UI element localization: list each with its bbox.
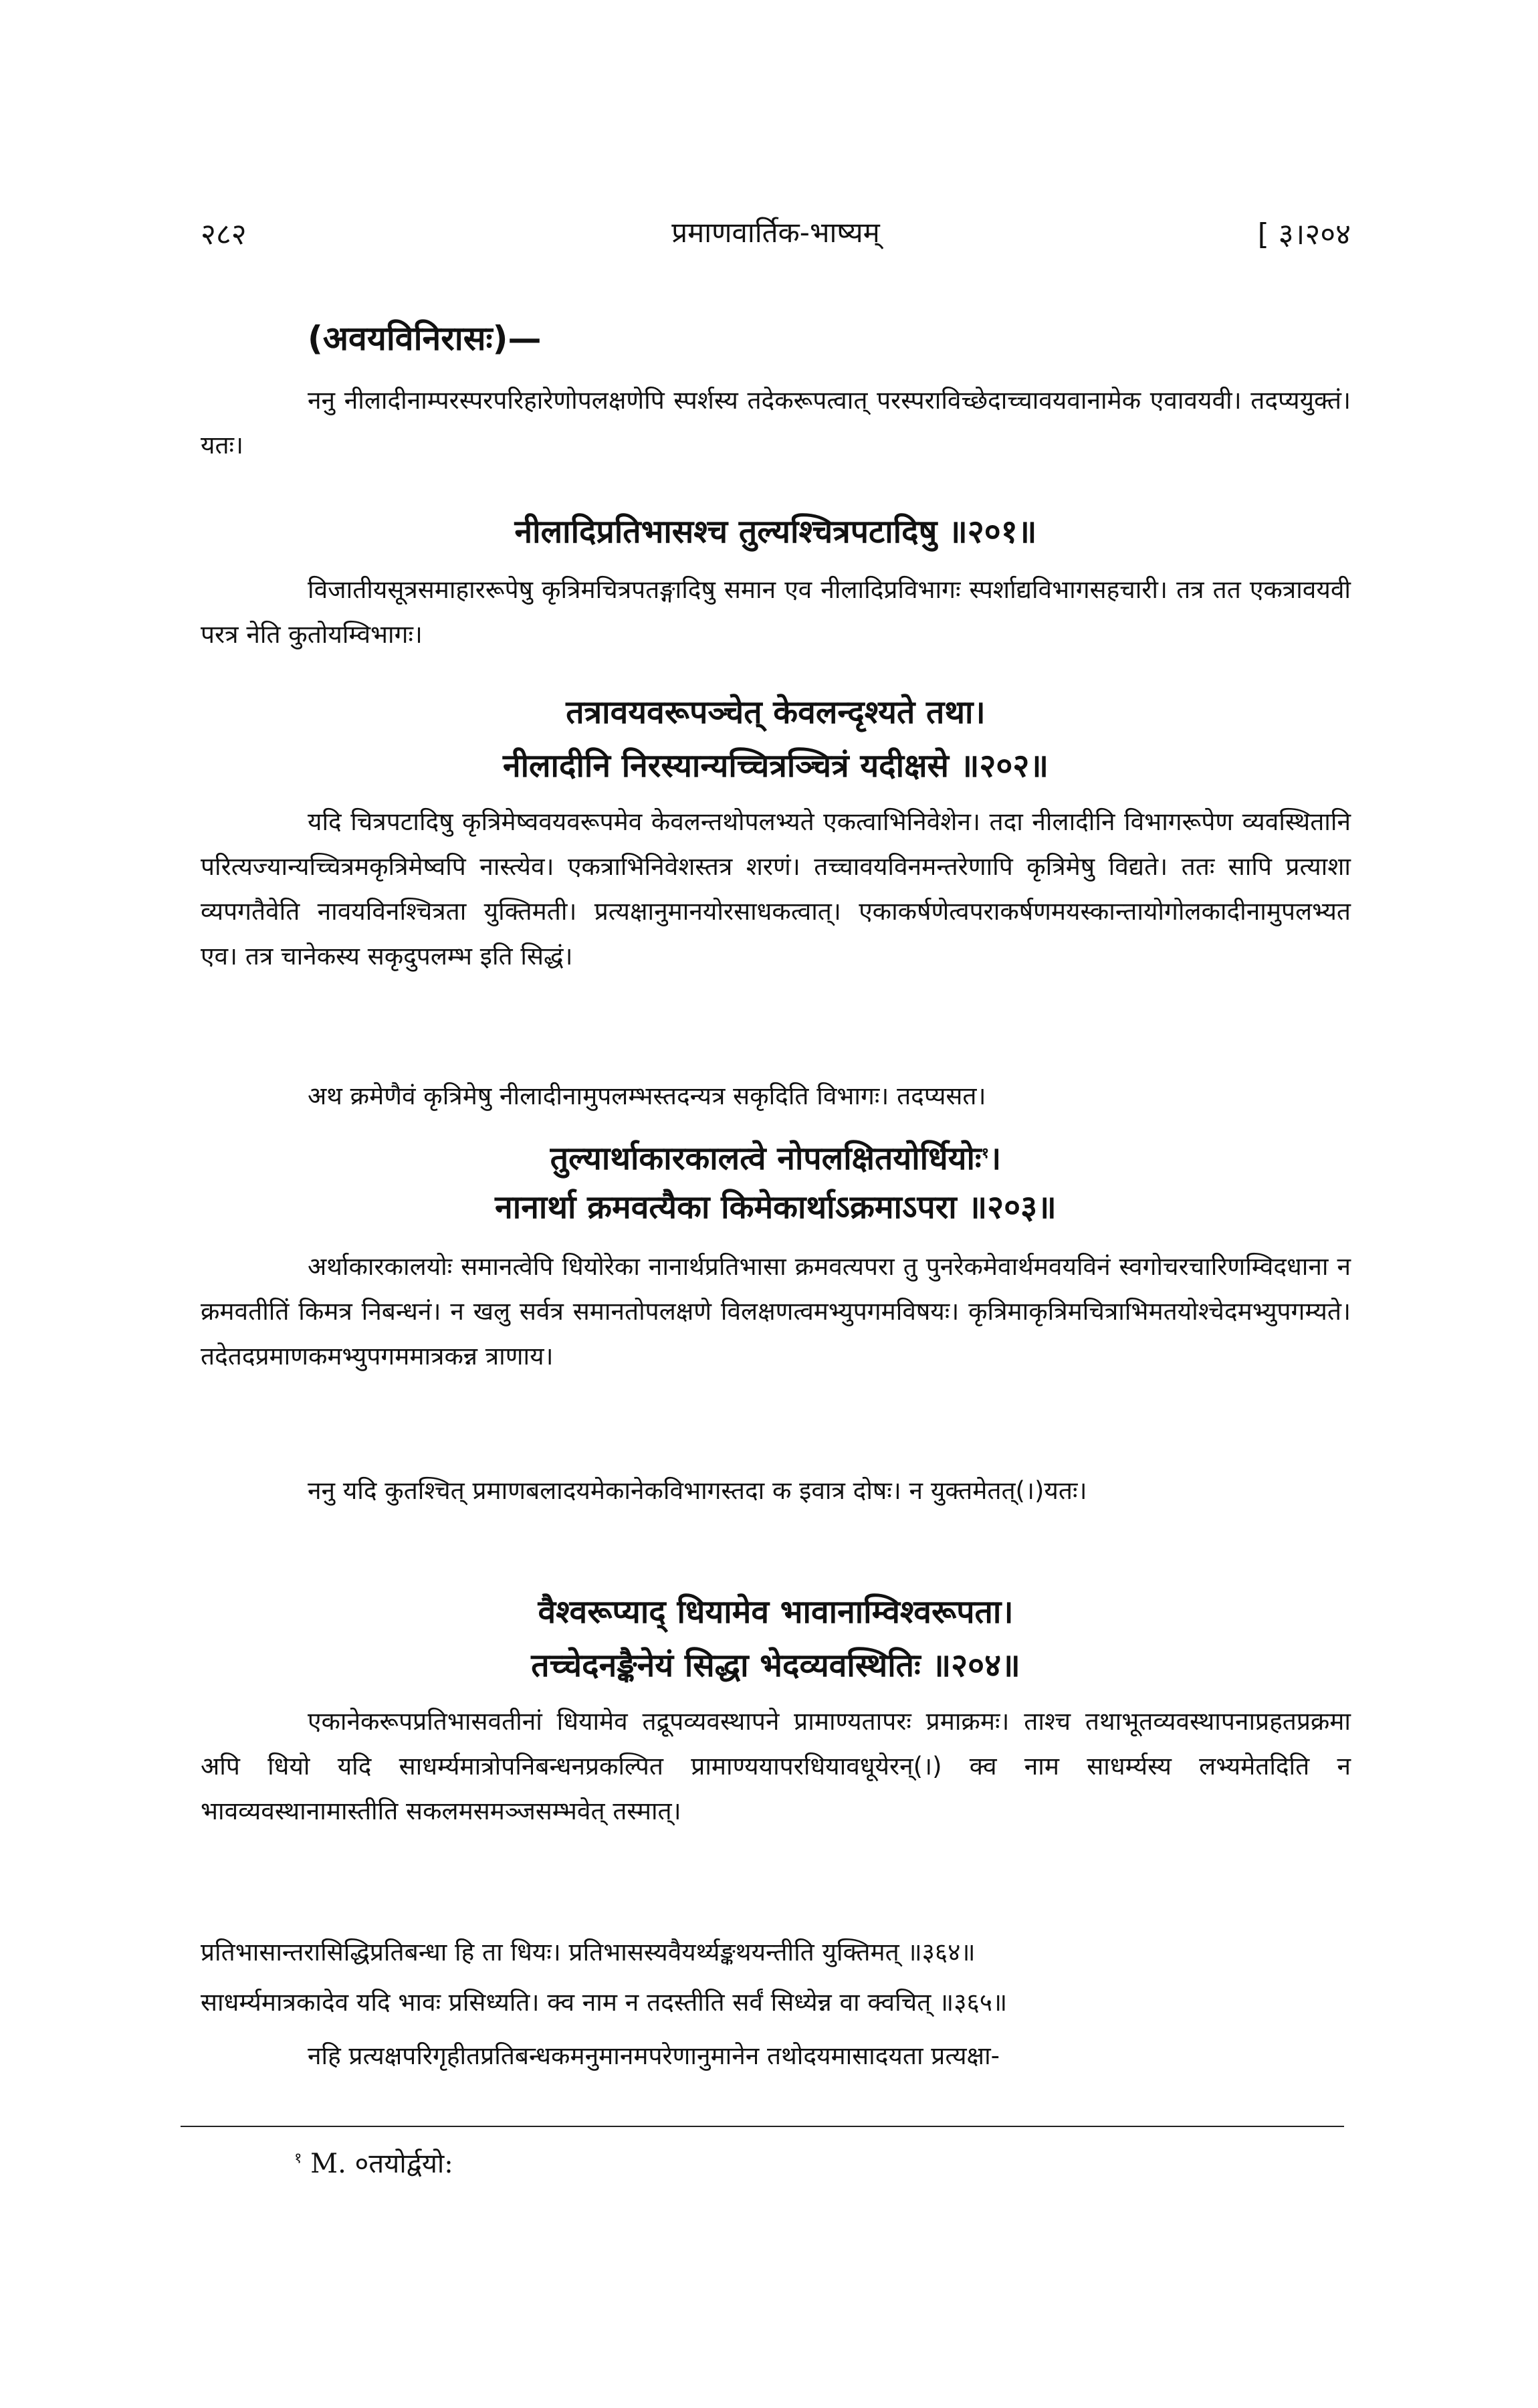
paragraph-text: यदि चित्रपटादिषु कृत्रिमेष्ववयवरूपमेव केवलन्तथोपलभ्यते एकत्वाभिनिवेशेन। तदा नीलादीनि विभागरूपेण व्यवस्थितानि परित्यज्यान्यच्चित्रमकृत्रिमेष्वपि नास्त्येव। एकत्राभिनिवेशस्तत्र शरणं। तच्चावयविनमन्तरेणापि कृत्रिमेषु विद्यते। ततः सापि प्रत्याशा व्यपगतैवेति नावयविनश्चित्रता युक्तिमती। प्रत्यक्षानुमानयोरसाधकत्वात्। एकाकर्षणेत्वपराकर्षणमयस्कान्तायोगोलकादीनामुपलभ्यत एव। तत्र चानेकस्य सकृदुपलम्भ इति सिद्धं। bbox=[201, 807, 1351, 971]
verse-203-line-1 bbox=[201, 1127, 1351, 1185]
verse-203-text: तुल्यार्थाकारकालत्वे नोपलक्षितयोर्धियोः bbox=[550, 1140, 982, 1177]
paragraph-5 bbox=[201, 1244, 1351, 1379]
footnote-mark: १ bbox=[294, 2150, 302, 2167]
footnote-text: M. ०तयोर्द्वयो: bbox=[310, 2148, 453, 2179]
paragraph-6 bbox=[201, 1468, 1351, 1513]
paragraph-4 bbox=[201, 1074, 1351, 1118]
page-number: २८२ bbox=[201, 217, 247, 252]
section-reference: [ ३।२०४ bbox=[1257, 217, 1351, 252]
verse-203-line-2: नानार्था क्रमवत्यैका किमेकार्थाऽक्रमाऽपरा ॥२०३॥ bbox=[495, 1189, 1057, 1226]
paragraph-text: विजातीयसूत्रसमाहाररूपेषु कृत्रिमचित्रपतङ्गादिषु समान एव नीलादिप्रविभागः स्पर्शाद्यविभागसहचारी। तत्र तत एकत्रावयवी परत्र नेति कुतोयम्विभागः। bbox=[201, 575, 1351, 649]
paragraph-2 bbox=[201, 567, 1351, 657]
paragraph-7 bbox=[201, 1699, 1351, 1833]
footnote bbox=[294, 2144, 453, 2181]
verse-203-danda: । bbox=[989, 1140, 1002, 1177]
paragraph-text: एकानेकरूपप्रतिभासवतीनां धियामेव तद्रूपव्यवस्थापने प्रामाण्यतापरः प्रमाक्रमः। ताश्च तथाभूतव्यवस्थापनाप्रहतप्रक्रमा अपि धियो यदि साधर्म्यमात्रोपनिबन्धनप्रकल्पित प्रामाण्ययापरधियावधूयेरन्(।) क्व नाम साधर्म्यस्य लभ्यमेतदिति न भावव्यवस्थानामास्तीति सकलमसमञ्जसम्भवेत् तस्मात्। bbox=[201, 1707, 1351, 1825]
paragraph-1 bbox=[201, 378, 1351, 468]
paragraph-text: नहि प्रत्यक्षपरिगृहीतप्रतिबन्धकमनुमानमपरेणानुमानेन तथोदयमासादयता प्रत्यक्षा- bbox=[308, 2041, 1000, 2070]
verse-201: नीलादिप्रतिभासश्च तुल्यश्चित्रपटादिषु ॥२०१॥ bbox=[514, 513, 1037, 550]
paragraph-8 bbox=[201, 2033, 1351, 2078]
quote-verse-364: प्रतिभासान्तरासिद्धिप्रतिबन्धा हि ता धियः। प्रतिभासस्यवैयर्थ्यङ्कथयन्तीति युक्तिमत् ॥३६४॥ bbox=[201, 1938, 976, 1967]
paragraph-text: ननु नीलादीनाम्परस्परपरिहारेणोपलक्षणेपि स्पर्शस्य तदेकरूपत्वात् परस्पराविच्छेदाच्चावयवानामेक एवावयवी। तदप्ययुक्तं। यतः। bbox=[201, 386, 1351, 460]
running-title: प्रमाणवार्तिक-भाष्यम् bbox=[671, 216, 880, 249]
section-title: (अवयविनिरासः)— bbox=[308, 319, 542, 358]
verse-202-line-2: नीलादीनि निरस्यान्यच्चित्रञ्चित्रं यदीक्षसे ॥२०२॥ bbox=[502, 747, 1049, 785]
page-header bbox=[201, 213, 1351, 260]
paragraph-text: अथ क्रमेणैवं कृत्रिमेषु नीलादीनामुपलम्भस्तदन्यत्र सकृदिति विभागः। तदप्यसत। bbox=[308, 1082, 986, 1110]
paragraph-text: ननु यदि कुतश्चित् प्रमाणबलादयमेकानेकविभागस्तदा क इवात्र दोषः। न युक्तमेतत्(।)यतः। bbox=[308, 1476, 1087, 1505]
paragraph-text: अर्थाकारकालयोः समानत्वेपि धियोरेका नानार्थप्रतिभासा क्रमवत्यपरा तु पुनरेकमेवार्थमवयविनं स्वगोचरचारिणम्विदधाना न क्रमवतीतिं किमत्र निबन्धनं। न खलु सर्वत्र समानतोपलक्षणे विलक्षणत्वमभ्युपगमविषयः। कृत्रिमाकृत्रिमचित्राभिमतयोश्चेदमभ्युपगम्यते। तदेतदप्रमाणकमभ्युपगममात्रकन्न त्राणाय। bbox=[201, 1252, 1351, 1371]
verse-204-line-2: तच्चेदनङ्कैनेयं सिद्धा भेदव्यवस्थितिः ॥२०४॥ bbox=[531, 1647, 1020, 1684]
verse-204-line-1: वैश्वरूप्याद् धियामेव भावानाम्विश्वरूपता। bbox=[538, 1593, 1014, 1631]
paragraph-3 bbox=[201, 799, 1351, 979]
verse-202-line-1: तत्रावयवरूपञ्चेत् केवलन्दृश्यते तथा। bbox=[566, 694, 986, 731]
footnote-divider bbox=[181, 2126, 1344, 2127]
footnote-marker: १ bbox=[981, 1145, 990, 1162]
quote-verse-365: साधर्म्यमात्रकादेव यदि भावः प्रसिध्यति। क्व नाम न तदस्तीति सर्वं सिध्येन्न वा क्वचित् ॥३६५॥ bbox=[201, 1988, 1008, 2017]
